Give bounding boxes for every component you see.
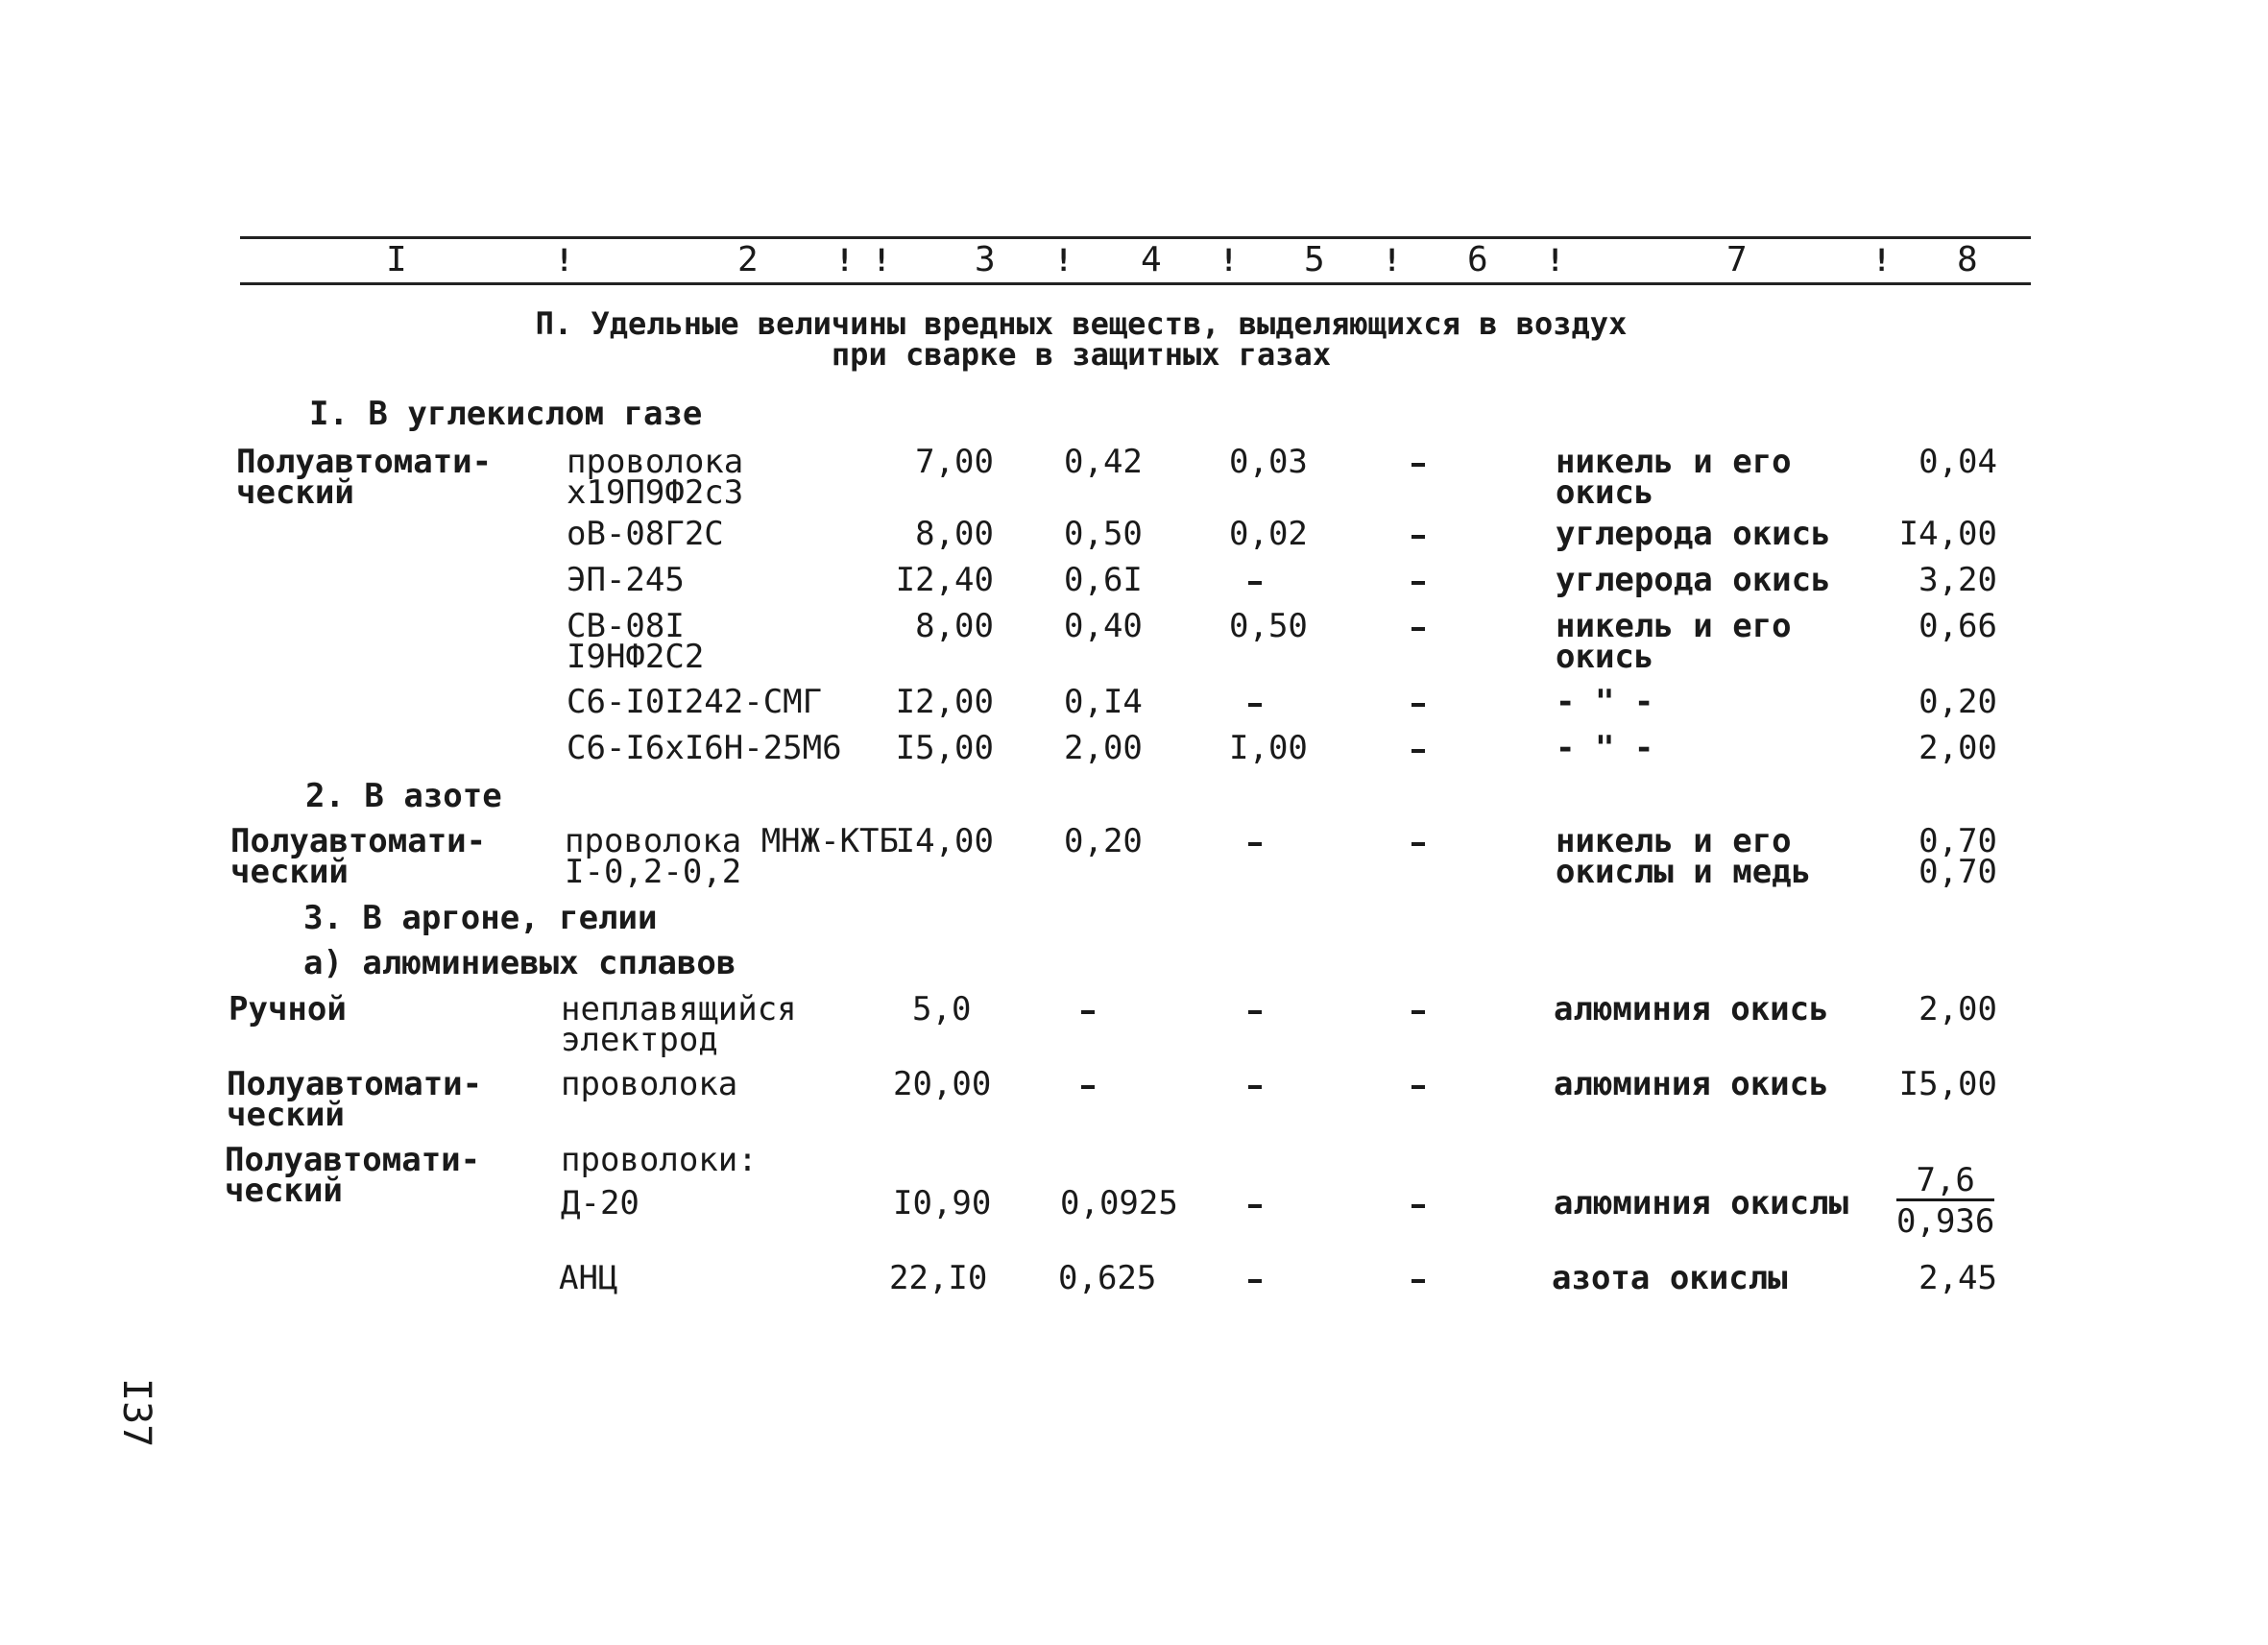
header-top-rule — [240, 236, 2031, 239]
material-name: оВ-08Г2С — [567, 515, 724, 553]
value-col3: I2,40 — [895, 561, 994, 599]
column-separator: ! — [1546, 242, 1565, 278]
substance-name: углерода окись — [1556, 561, 1831, 599]
value-col5: I,00 — [1229, 729, 1308, 767]
dash-col5 — [1248, 842, 1262, 846]
column-header-6: 6 — [1467, 240, 1488, 279]
material-line: I9НФ2С2 — [567, 638, 705, 676]
value-col5: 0,02 — [1229, 515, 1308, 553]
process-line: Полуавтомати- — [230, 822, 487, 860]
value-col3: 8,00 — [915, 607, 994, 645]
table-title-line-1: П. Удельные величины вредных веществ, выделяющихся в воздух — [535, 305, 1628, 342]
value-col4: 0,I4 — [1064, 683, 1143, 721]
value-col3: I2,00 — [895, 683, 994, 721]
substance-line: окись — [1556, 638, 1654, 676]
process-line: ческий — [225, 1172, 343, 1210]
column-header-8: 8 — [1957, 240, 1978, 279]
value-col3: 20,00 — [893, 1065, 992, 1103]
substance-name: алюминия окись — [1554, 1065, 1829, 1103]
value-col8: 0,04 — [1918, 443, 1997, 481]
process-line: ческий — [230, 853, 349, 891]
value-col4: 0,20 — [1064, 822, 1143, 860]
substance-name — [1556, 822, 1812, 891]
column-separator: ! — [1219, 242, 1239, 278]
substance-name — [1556, 443, 1792, 512]
material-name — [565, 822, 899, 891]
substance-line: никель и его — [1556, 607, 1792, 645]
column-header-7: 7 — [1726, 240, 1748, 279]
substance-line: никель и его — [1556, 443, 1792, 481]
column-header-2: 2 — [737, 240, 759, 279]
substance-line: никель и его — [1556, 822, 1792, 860]
dash-col6 — [1411, 1010, 1425, 1014]
value-line: 0,70 — [1918, 822, 1997, 860]
column-separator: ! — [1054, 242, 1074, 278]
column-separator: ! — [1872, 242, 1892, 278]
dash-col6 — [1411, 463, 1425, 467]
material-line: проволока — [567, 443, 744, 481]
value-col3: 22,I0 — [889, 1259, 988, 1297]
value-col4: 0,6I — [1064, 561, 1143, 599]
value-col8: 2,00 — [1918, 729, 1997, 767]
dash-col6 — [1411, 1279, 1425, 1283]
substance-line: окислы и медь — [1556, 853, 1812, 891]
dash-col6 — [1411, 749, 1425, 753]
dash-col5 — [1248, 1279, 1262, 1283]
dash-col4 — [1081, 1085, 1095, 1089]
process-name — [225, 1141, 481, 1210]
fraction-denominator: 0,936 — [1896, 1202, 1995, 1241]
value-col3: 7,00 — [915, 443, 994, 481]
section-heading: 3. В аргоне, гелии — [303, 899, 658, 937]
material-name: АНЦ — [559, 1259, 618, 1297]
process-name — [230, 822, 487, 891]
process-line: Полуавтомати- — [236, 443, 493, 481]
material-line: электрод — [561, 1021, 718, 1059]
material-name: проволока — [561, 1065, 738, 1103]
substance-name: углерода окись — [1556, 515, 1831, 553]
value-col8: I4,00 — [1898, 515, 1997, 553]
column-header-1: I — [386, 240, 407, 279]
value-col3: 5,0 — [912, 990, 972, 1028]
material-name: Д-20 — [561, 1184, 639, 1222]
value-line: 0,70 — [1918, 853, 1997, 891]
material-name: С6-I0I242-СМГ — [567, 683, 823, 721]
value-col3: I0,90 — [893, 1184, 992, 1222]
value-col4: 0,50 — [1064, 515, 1143, 553]
value-col4: 0,625 — [1058, 1259, 1157, 1297]
dash-col5 — [1248, 1085, 1262, 1089]
value-col4: 0,40 — [1064, 607, 1143, 645]
fraction-value — [1896, 1162, 1994, 1242]
value-col5: 0,50 — [1229, 607, 1308, 645]
value-col8: 0,20 — [1918, 683, 1997, 721]
column-header-5: 5 — [1304, 240, 1325, 279]
value-col8: 3,20 — [1918, 561, 1997, 599]
dash-col6 — [1411, 703, 1425, 707]
material-line: проволока МНЖ-КТБ — [565, 822, 899, 860]
fraction-numerator: 7,6 — [1896, 1162, 1994, 1201]
material-name — [567, 443, 744, 512]
dash-col5 — [1248, 1204, 1262, 1208]
substance-name — [1556, 607, 1792, 676]
process-line: ческий — [236, 473, 354, 512]
table-title-line-2: при сварке в защитных газах — [831, 336, 1332, 373]
dash-col6 — [1411, 627, 1425, 631]
material-name — [567, 607, 705, 676]
process-name — [236, 443, 493, 512]
value-col8: 0,66 — [1918, 607, 1997, 645]
value-col3: I4,00 — [895, 822, 994, 860]
material-line: СВ-08I — [567, 607, 685, 645]
process-line: Полуавтомати- — [225, 1141, 481, 1179]
value-col4: 0,42 — [1064, 443, 1143, 481]
dash-col5 — [1248, 581, 1262, 585]
dash-col6 — [1411, 1085, 1425, 1089]
value-col8: 2,00 — [1918, 990, 1997, 1028]
material-name: проволоки: — [561, 1141, 758, 1179]
value-col8 — [1853, 822, 1997, 891]
value-col4: 2,00 — [1064, 729, 1143, 767]
dash-col6 — [1411, 535, 1425, 539]
value-col5: 0,03 — [1229, 443, 1308, 481]
column-separator: ! ! — [835, 242, 891, 278]
material-name: С6-I6хI6Н-25М6 — [567, 729, 842, 767]
section-heading: I. В углекислом газе — [309, 395, 703, 433]
material-line: неплавящийся — [561, 990, 797, 1028]
process-name — [227, 1065, 483, 1134]
section-heading: 2. В азоте — [305, 777, 502, 815]
column-separator: ! — [555, 242, 574, 278]
material-line: х19П9Ф2с3 — [567, 473, 744, 512]
column-separator: ! — [1383, 242, 1402, 278]
page-number: I37 — [114, 1378, 158, 1448]
header-bottom-rule — [240, 282, 2031, 285]
dash-col4 — [1081, 1010, 1095, 1014]
material-line: I-0,2-0,2 — [565, 853, 742, 891]
column-header-3: 3 — [975, 240, 996, 279]
dash-col6 — [1411, 581, 1425, 585]
material-name: ЭП-245 — [567, 561, 685, 599]
value-col3: I5,00 — [895, 729, 994, 767]
substance-name: азота окислы — [1552, 1259, 1788, 1297]
dash-col5 — [1248, 703, 1262, 707]
substance-name: алюминия окись — [1554, 990, 1829, 1028]
value-col8: 2,45 — [1918, 1259, 1997, 1297]
substance-ditto: - " - — [1556, 683, 1654, 721]
material-name — [561, 990, 797, 1059]
value-col3: 8,00 — [915, 515, 994, 553]
process-name: Ручной — [229, 990, 347, 1028]
dash-col5 — [1248, 1010, 1262, 1014]
process-line: Полуавтомати- — [227, 1065, 483, 1103]
value-col8: I5,00 — [1898, 1065, 1997, 1103]
value-col4: 0,0925 — [1060, 1184, 1178, 1222]
dash-col6 — [1411, 1204, 1425, 1208]
substance-line: окись — [1556, 473, 1654, 512]
dash-col6 — [1411, 842, 1425, 846]
column-header-4: 4 — [1141, 240, 1162, 279]
substance-name: алюминия окислы — [1554, 1184, 1849, 1222]
subsection-heading: а) алюминиевых сплавов — [303, 944, 736, 982]
process-line: ческий — [227, 1096, 345, 1134]
substance-ditto: - " - — [1556, 729, 1654, 767]
